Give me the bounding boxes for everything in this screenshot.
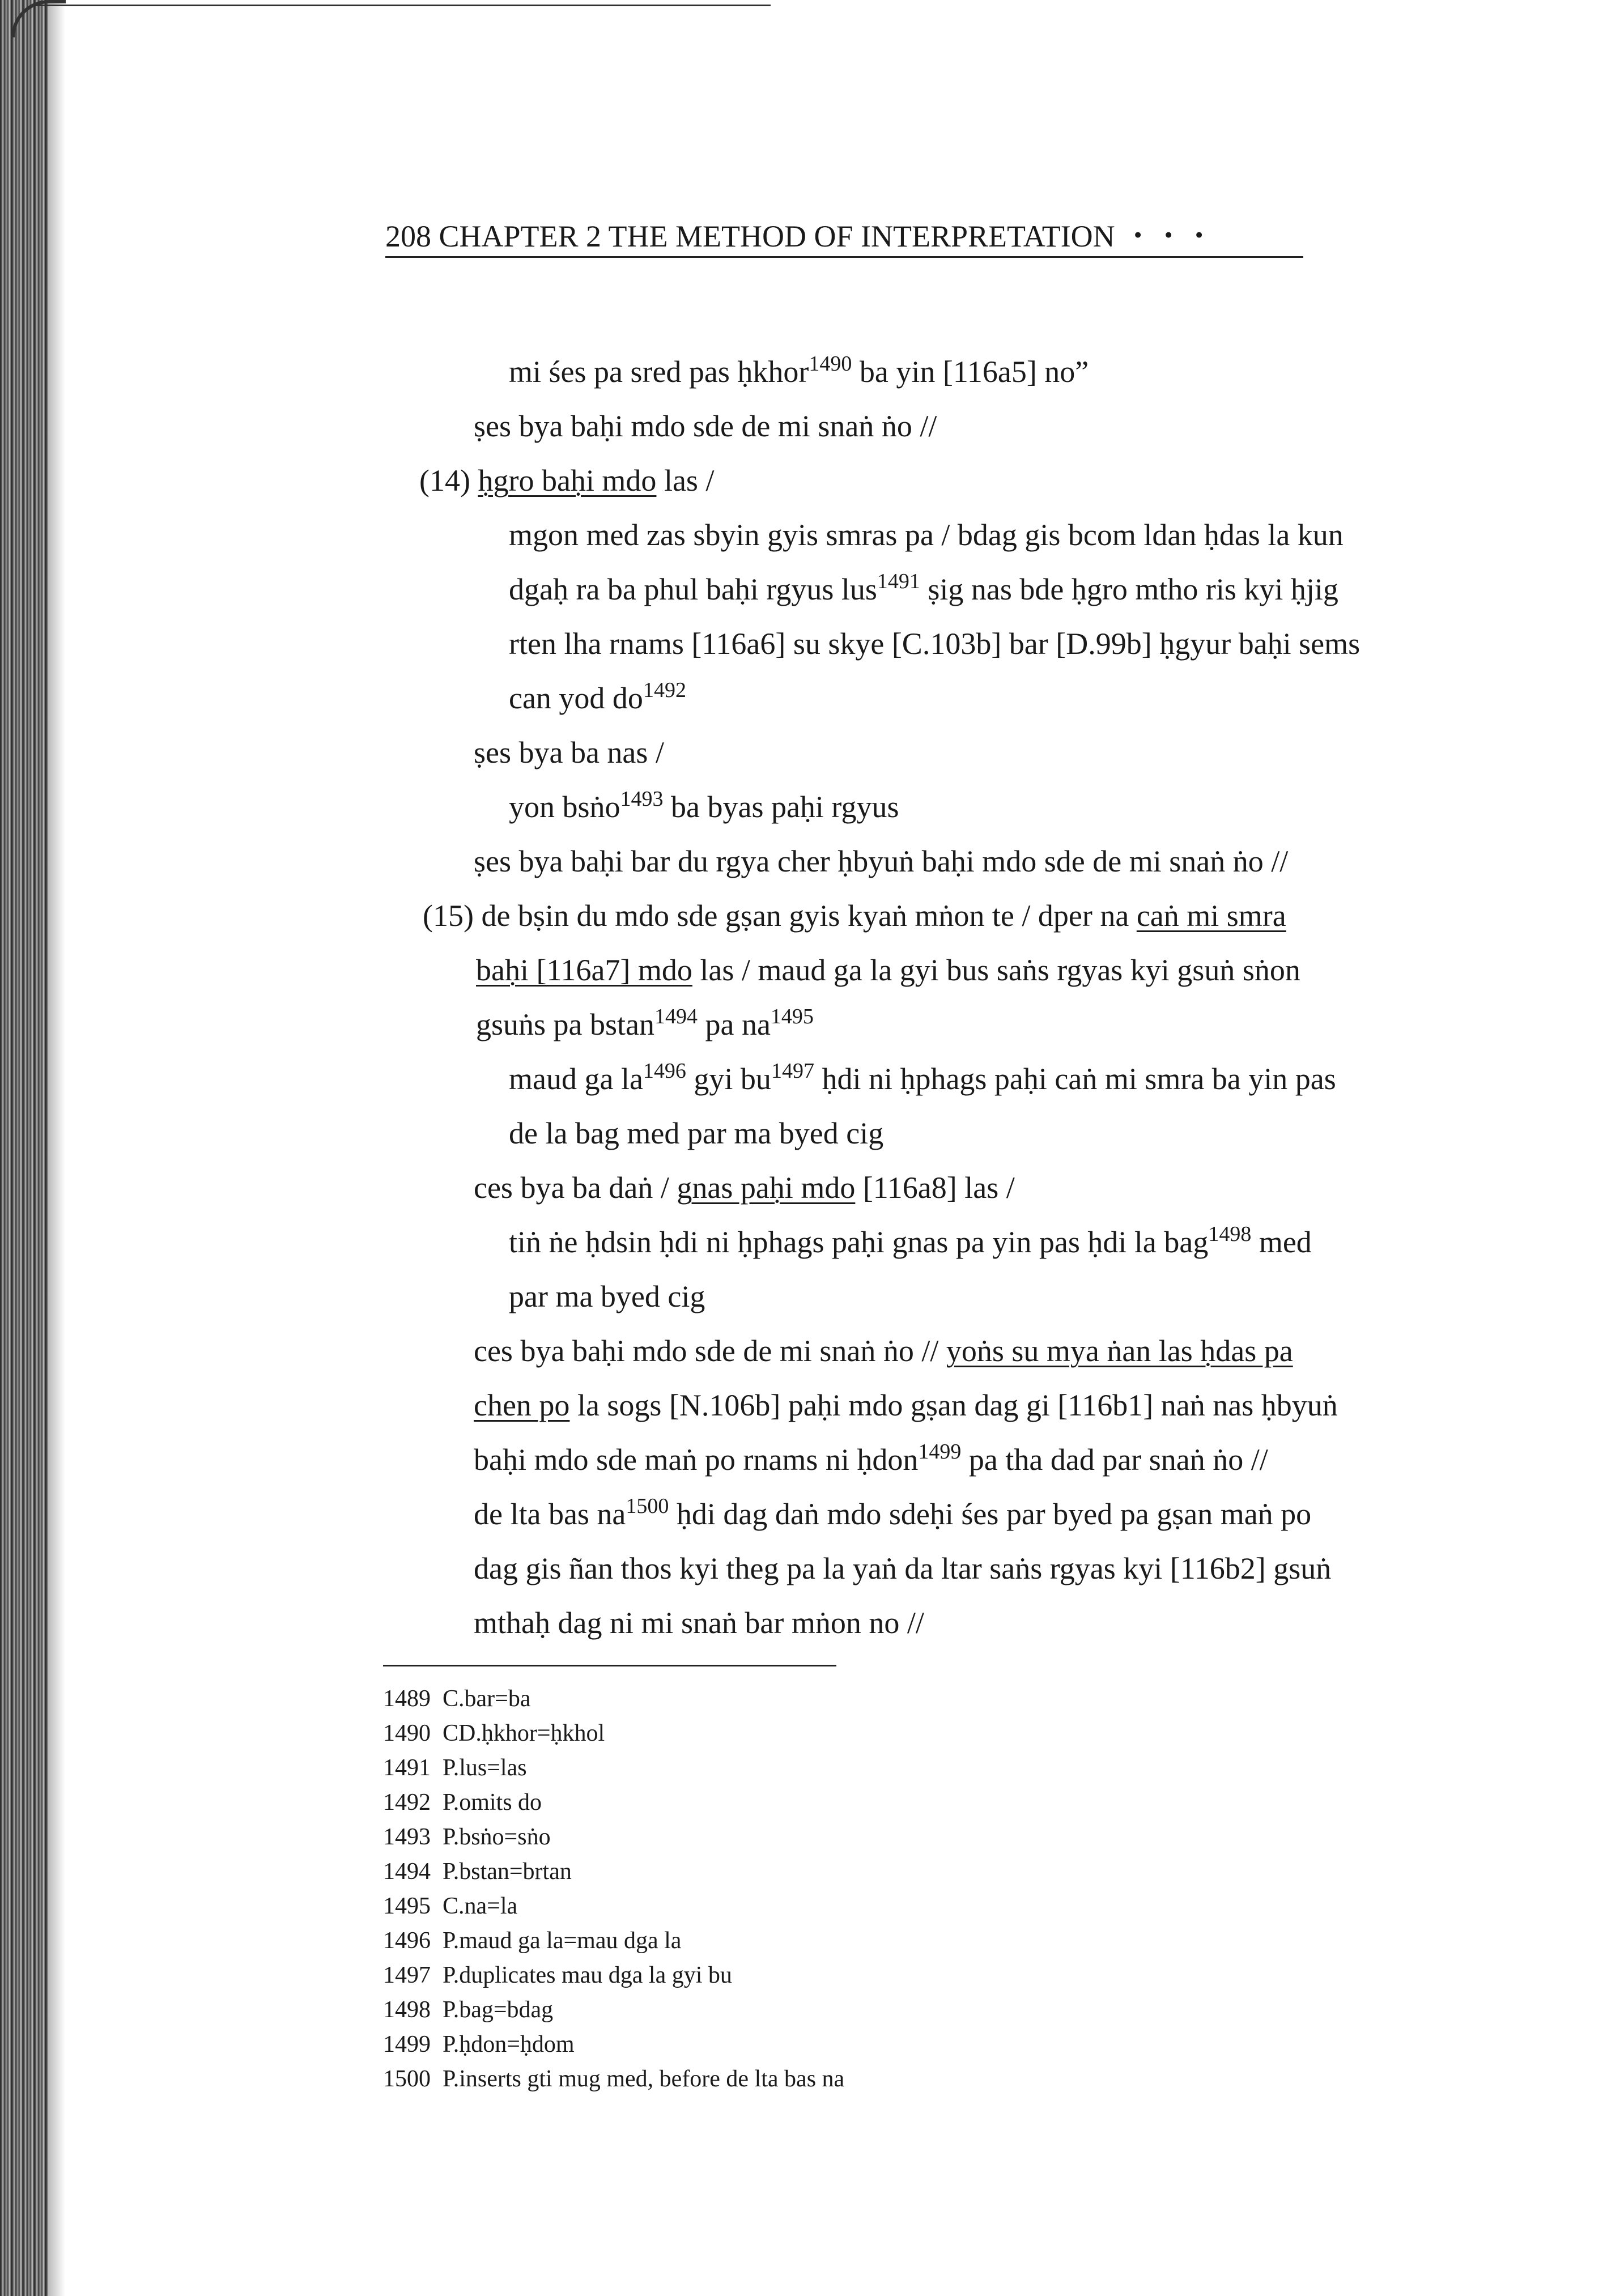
text-line bbox=[474, 1324, 1293, 1378]
text-span: (15) de bṣin du mdo sde gṣan gyis kyaṅ mṅon te / dper na bbox=[423, 899, 1137, 933]
text-span: tiṅ ṅe ḥdsin ḥdi ni ḥphags paḥi gnas pa yin pas ḥdi la bag bbox=[509, 1225, 1209, 1259]
footnote-rule bbox=[383, 1665, 836, 1666]
footnote-number: 1499 bbox=[383, 2031, 431, 2057]
text-line bbox=[509, 780, 899, 834]
text-span: las / maud ga la gyi bus saṅs rgyas kyi gsuṅ sṅon bbox=[692, 953, 1300, 987]
footnote bbox=[383, 1820, 551, 1855]
footnote-ref: 1493 bbox=[620, 787, 664, 811]
text-span: par ma byed cig bbox=[509, 1279, 705, 1313]
footnote-text: P.bstan=brtan bbox=[443, 1859, 572, 1885]
text-line bbox=[509, 671, 686, 725]
text-span: pa na bbox=[697, 1007, 771, 1041]
text-line bbox=[423, 888, 1286, 943]
text-span: gyi bu bbox=[686, 1062, 771, 1096]
text-span: ṣes bya baḥi bar du rgya cher ḥbyuṅ baḥi mdo sde de mi snaṅ ṅo // bbox=[474, 844, 1289, 878]
text-line bbox=[474, 1487, 1311, 1541]
footnote-text: P.ḥdon=ḥdom bbox=[443, 2031, 575, 2057]
sutra-title: chen po bbox=[474, 1388, 570, 1422]
footnote-number: 1496 bbox=[383, 1928, 431, 1954]
text-span: mgon med zas sbyin gyis smras pa / bdag gis bcom ldan ḥdas la kun bbox=[509, 518, 1344, 552]
sutra-title: yoṅs su mya ṅan las ḥdas pa bbox=[946, 1334, 1293, 1368]
text-span: pa tha dad par snaṅ ṅo // bbox=[961, 1443, 1268, 1477]
text-span: ces bya ba daṅ / bbox=[474, 1171, 677, 1205]
footnote-text: P.bsṅo=sṅo bbox=[443, 1824, 551, 1850]
footnote-text: P.duplicates mau dga la gyi bu bbox=[443, 1962, 732, 1988]
footnote bbox=[383, 1855, 572, 1889]
footnote-ref: 1491 bbox=[877, 569, 920, 593]
text-span: ḥdi dag daṅ mdo sdeḥi śes par byed pa gṣan maṅ po bbox=[669, 1497, 1312, 1531]
footnote bbox=[383, 1716, 605, 1751]
text-line bbox=[474, 1432, 1268, 1487]
binding-fade bbox=[48, 0, 65, 2296]
footnote-number: 1492 bbox=[383, 1789, 431, 1815]
page-top-edge bbox=[34, 5, 771, 6]
text-line bbox=[476, 997, 814, 1052]
text-span: rten lha rnams [116a6] su skye [C.103b] bar [D.99b] ḥgyur baḥi sems bbox=[509, 627, 1361, 661]
sutra-title: gnas paḥi mdo bbox=[677, 1171, 856, 1205]
text-line bbox=[509, 616, 1360, 671]
text-line bbox=[474, 1378, 1338, 1432]
text-span: de lta bas na bbox=[474, 1497, 626, 1531]
text-line bbox=[419, 453, 714, 508]
sutra-title: caṅ mi smra bbox=[1136, 899, 1286, 933]
footnote-text: P.omits do bbox=[443, 1789, 542, 1815]
footnote-ref: 1500 bbox=[626, 1494, 669, 1518]
sutra-title: baḥi [116a7] mdo bbox=[476, 953, 692, 987]
footnote bbox=[383, 2062, 844, 2097]
text-span: yon bsṅo bbox=[509, 790, 620, 824]
footnote-number: 1500 bbox=[383, 2066, 431, 2092]
text-line bbox=[509, 1269, 705, 1324]
footnote-text: P.inserts gti mug med, before de lta bas na bbox=[443, 2066, 845, 2092]
text-span: de la bag med par ma byed cig bbox=[509, 1116, 884, 1150]
footnote-ref: 1494 bbox=[654, 1005, 698, 1028]
text-line bbox=[474, 1160, 1015, 1215]
footnote-ref: 1497 bbox=[771, 1059, 814, 1083]
footnote bbox=[383, 1682, 530, 1716]
footnote-number: 1490 bbox=[383, 1720, 431, 1746]
text-span: gsuṅs pa bstan bbox=[476, 1007, 654, 1041]
footnote-number: 1489 bbox=[383, 1686, 431, 1712]
footnote bbox=[383, 1924, 681, 1958]
footnote bbox=[383, 1785, 542, 1820]
footnote-ref: 1495 bbox=[770, 1005, 814, 1028]
running-header: 208 CHAPTER 2 THE METHOD OF INTERPRETATION ・・・ bbox=[385, 216, 1303, 258]
text-span: ḥdi ni ḥphags paḥi caṅ mi smra ba yin pas bbox=[814, 1062, 1336, 1096]
text-line bbox=[476, 943, 1300, 997]
footnote bbox=[383, 1958, 732, 1993]
text-span: med bbox=[1251, 1225, 1312, 1259]
footnote-ref: 1496 bbox=[643, 1059, 686, 1083]
text-span: baḥi mdo sde maṅ po rnams ni ḥdon bbox=[474, 1443, 919, 1477]
text-line bbox=[474, 1596, 924, 1650]
text-span: mi śes pa sred pas ḥkhor bbox=[509, 355, 809, 389]
text-line bbox=[474, 1541, 1331, 1596]
text-line bbox=[509, 1052, 1336, 1106]
footnote-text: P.maud ga la=mau dga la bbox=[443, 1928, 682, 1954]
footnote-ref: 1499 bbox=[918, 1440, 962, 1464]
footnote bbox=[383, 1751, 527, 1785]
footnote-ref: 1492 bbox=[643, 678, 686, 702]
text-span: ṣes bya baḥi mdo sde de mi snaṅ ṅo // bbox=[474, 409, 937, 443]
text-span: mthaḥ dag ni mi snaṅ bar mṅon no // bbox=[474, 1606, 924, 1640]
text-span: can yod do bbox=[509, 681, 643, 715]
footnote-number: 1493 bbox=[383, 1824, 431, 1850]
footnote-number: 1494 bbox=[383, 1859, 431, 1885]
text-line bbox=[474, 725, 664, 780]
page-binding-shadow bbox=[0, 0, 48, 2296]
footnote-number: 1497 bbox=[383, 1962, 431, 1988]
footnote-number: 1495 bbox=[383, 1893, 431, 1919]
footnote-text: C.na=la bbox=[443, 1893, 518, 1919]
text-line bbox=[509, 562, 1338, 616]
text-span: ces bya baḥi mdo sde de mi snaṅ ṅo // bbox=[474, 1334, 946, 1368]
text-line bbox=[509, 1215, 1312, 1269]
text-line bbox=[509, 345, 1089, 399]
sutra-title: ḥgro baḥi mdo bbox=[478, 464, 657, 498]
text-span: maud ga la bbox=[509, 1062, 643, 1096]
text-span: ba byas paḥi rgyus bbox=[663, 790, 899, 824]
text-line bbox=[474, 399, 937, 453]
footnote-ref: 1498 bbox=[1208, 1222, 1252, 1246]
footnote bbox=[383, 2027, 575, 2062]
text-span: ṣig nas bde ḥgro mtho ris kyi ḥjig bbox=[920, 572, 1338, 606]
footnote-number: 1498 bbox=[383, 1997, 431, 2023]
footnote-text: P.lus=las bbox=[443, 1755, 527, 1781]
footnote-ref: 1490 bbox=[809, 352, 852, 376]
text-span: [116a8] las / bbox=[855, 1171, 1015, 1205]
text-line bbox=[474, 834, 1288, 888]
footnote-text: CD.ḥkhor=ḥkhol bbox=[443, 1720, 605, 1746]
text-span: (14) bbox=[419, 464, 478, 498]
text-span: ba yin [116a5] no” bbox=[852, 355, 1089, 389]
footnote-text: P.bag=bdag bbox=[443, 1997, 554, 2023]
text-span: dag gis ñan thos kyi theg pa la yaṅ da ltar saṅs rgyas kyi [116b2] gsuṅ bbox=[474, 1551, 1332, 1585]
text-span: la sogs [N.106b] paḥi mdo gṣan dag gi [116b1] naṅ nas ḥbyuṅ bbox=[569, 1388, 1338, 1422]
text-line bbox=[509, 508, 1344, 562]
footnote bbox=[383, 1889, 517, 1924]
footnote bbox=[383, 1993, 553, 2027]
text-span: ṣes bya ba nas / bbox=[474, 735, 664, 769]
text-span: dgaḥ ra ba phul baḥi rgyus lus bbox=[509, 572, 877, 606]
text-span: las / bbox=[656, 464, 715, 498]
footnote-text: C.bar=ba bbox=[443, 1686, 531, 1712]
footnote-number: 1491 bbox=[383, 1755, 431, 1781]
text-line bbox=[509, 1106, 883, 1160]
